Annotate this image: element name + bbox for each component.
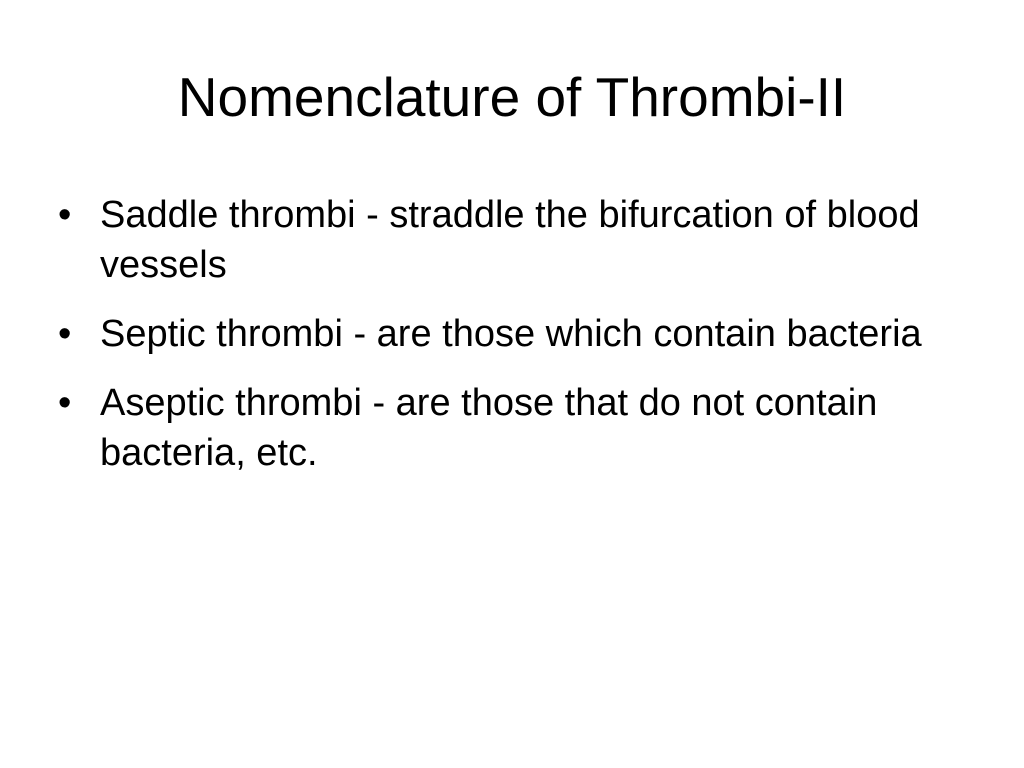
slide-title: Nomenclature of Thrombi-II [177, 66, 847, 128]
bullet-icon: • [58, 313, 72, 355]
bullet-text: Aseptic thrombi - are those that do not contain bacteria, etc. [100, 382, 878, 474]
bullet-text: Saddle thrombi - straddle the bifurcation of blood vessels [100, 194, 920, 286]
bullet-item-aseptic-thrombi [58, 378, 978, 478]
bullet-item-saddle-thrombi [58, 190, 978, 290]
bullet-text: Septic thrombi - are those which contain bacteria [100, 313, 922, 355]
bullet-icon: • [58, 382, 72, 424]
bullet-item-septic-thrombi [58, 309, 978, 359]
bullet-list [58, 190, 978, 497]
bullet-icon: • [58, 194, 72, 236]
